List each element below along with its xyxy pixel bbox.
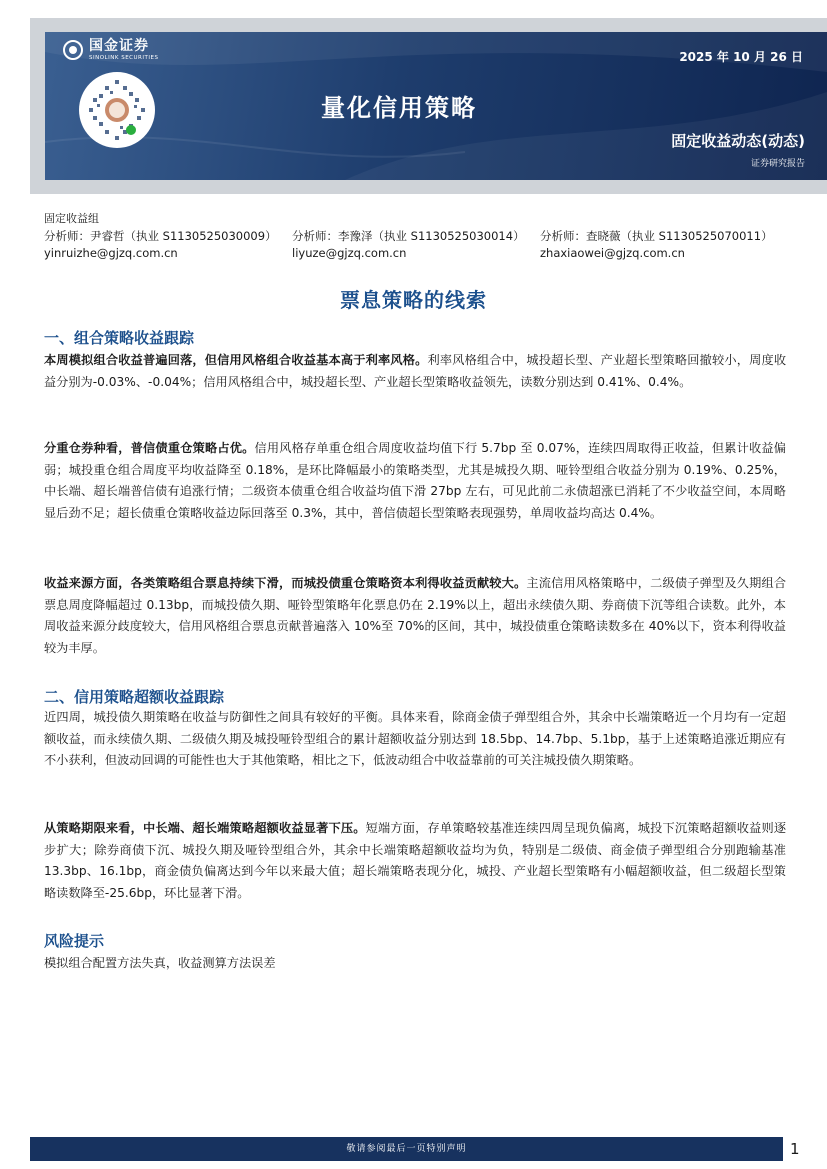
- qr-code-icon[interactable]: [79, 72, 155, 148]
- paragraph-body: 信用风格存单重仓组合周度收益均值下行 5.7bp 至 0.07%，连续四周取得正收益，但累计收益偏弱；城投重仓组合周度平均收益降至 0.18%，是环比降幅最小的策略类型，尤其是城投久期、哑铃型组合收益分别为 0.19%、0.25%，中长端、超长端普信债有追涨行情；二级资本债重仓组合收益均值下滑 27bp 左右，可见此前二永债超涨已消耗了不少收益空间，本周略显后劲不足；超长债重仓策略收益边际回落至 0.3%，其中，普信债超长型策略表现强势，单周收益均高达 0.4%。: [44, 441, 786, 520]
- logo-en: SINOLINK SECURITIES: [89, 55, 159, 61]
- page-number: 1: [790, 1140, 800, 1158]
- paragraph-body: 短端方面，存单策略较基准连续四周呈现负偏离，城投下沉策略超额收益则逐步扩大；除券商债下沉、城投久期及哑铃型组合外，其余中长端策略超额收益均为负，特别是二级债、商金债子弹型组合分别跑输基准 13.3bp、16.1bp，商金债负偏离达到今年以来最大值；超长端策略表现分化，城投、产业超长型策略有小幅超额收益，但二级超长型策略读数降至-25.6bp，环比显著下滑。: [44, 821, 787, 900]
- paragraph-lead: 本周模拟组合收益普遍回落，但信用风格组合收益基本高于利率风格。: [44, 353, 428, 367]
- risk-body: 模拟组合配置方法失真，收益测算方法误差: [44, 956, 276, 970]
- analyst-2: 分析师：李豫泽（执业 S1130525030014）: [292, 229, 525, 243]
- risk-title: 风险提示: [44, 932, 105, 950]
- report-title: 量化信用策略: [321, 94, 477, 122]
- paragraph-lead: 收益来源方面，各类策略组合票息持续下滑，而城投债重仓策略资本利得收益贡献较大。: [44, 576, 527, 590]
- report-date: 2025 年 10 月 26 日: [679, 50, 803, 64]
- section-2-title: 二、信用策略超额收益跟踪: [44, 688, 225, 706]
- paragraph-body: 近四周，城投债久期策略在收益与防御性之间具有较好的平衡。具体来看，除商金债子弹型组合外，其余中长端策略近一个月均有一定超额收益，而永续债久期、二级债久期及城投哑铃型组合的累计超额收益分别达到 18.5bp、14.7bp、5.1bp，基于上述策略追涨近期应有不小获利，但波动回调的可能性也大于其他策略，相比之下，低波动组合中收益靠前的可关注城投债久期策略。: [44, 710, 786, 767]
- section-2-paragraph-2: [44, 818, 786, 904]
- analyst-2-email[interactable]: liyuze@gjzq.com.cn: [292, 246, 407, 260]
- company-logo: [63, 38, 158, 62]
- section-1-paragraph-3: [44, 573, 786, 659]
- paragraph-lead: 从策略期限来看，中长端、超长端策略超额收益显著下压。: [44, 821, 366, 835]
- report-type: 固定收益动态(动态): [671, 132, 805, 150]
- footer-disclaimer[interactable]: 敬请参阅最后一页特别声明: [30, 1137, 783, 1161]
- main-title: 票息策略的线索: [340, 288, 487, 312]
- analyst-3: 分析师：查晓薇（执业 S1130525070011）: [540, 229, 773, 243]
- section-1-paragraph-1: [44, 350, 786, 393]
- analyst-1-email[interactable]: yinruizhe@gjzq.com.cn: [44, 246, 178, 260]
- group-label: 固定收益组: [44, 212, 99, 225]
- paragraph-body: 利率风格组合中，城投超长型、产业超长型策略回撤较小，周度收益分别为-0.03%、-0.04%；信用风格组合中，城投超长型、产业超长型策略收益领先，读数分别达到 0.41%、0.4%。: [44, 353, 787, 389]
- report-header: [45, 32, 827, 180]
- analyst-1: 分析师：尹睿哲（执业 S1130525030009）: [44, 229, 277, 243]
- logo-icon: [63, 40, 83, 60]
- section-2-paragraph-1: [44, 707, 786, 772]
- paragraph-body: 主流信用风格策略中，二级债子弹型及久期组合票息周度降幅超过 0.13bp，而城投债久期、哑铃型策略年化票息仍在 2.19%以上，超出永续债久期、券商债下沉等组合读数。此外，本周收益来源分歧度较大，信用风格组合票息贡献普遍落入 10%至 70%的区间，其中，城投债重仓策略读数多在 40%以下，资本利得收益较为丰厚。: [44, 576, 787, 655]
- report-subtype: 证券研究报告: [750, 159, 805, 169]
- section-1-title: 一、组合策略收益跟踪: [44, 329, 195, 347]
- section-1-paragraph-2: [44, 438, 786, 524]
- paragraph-lead: 分重仓券种看，普信债重仓策略占优。: [44, 441, 255, 455]
- logo-cn: 国金证券: [89, 38, 149, 54]
- analyst-3-email[interactable]: zhaxiaowei@gjzq.com.cn: [540, 246, 685, 260]
